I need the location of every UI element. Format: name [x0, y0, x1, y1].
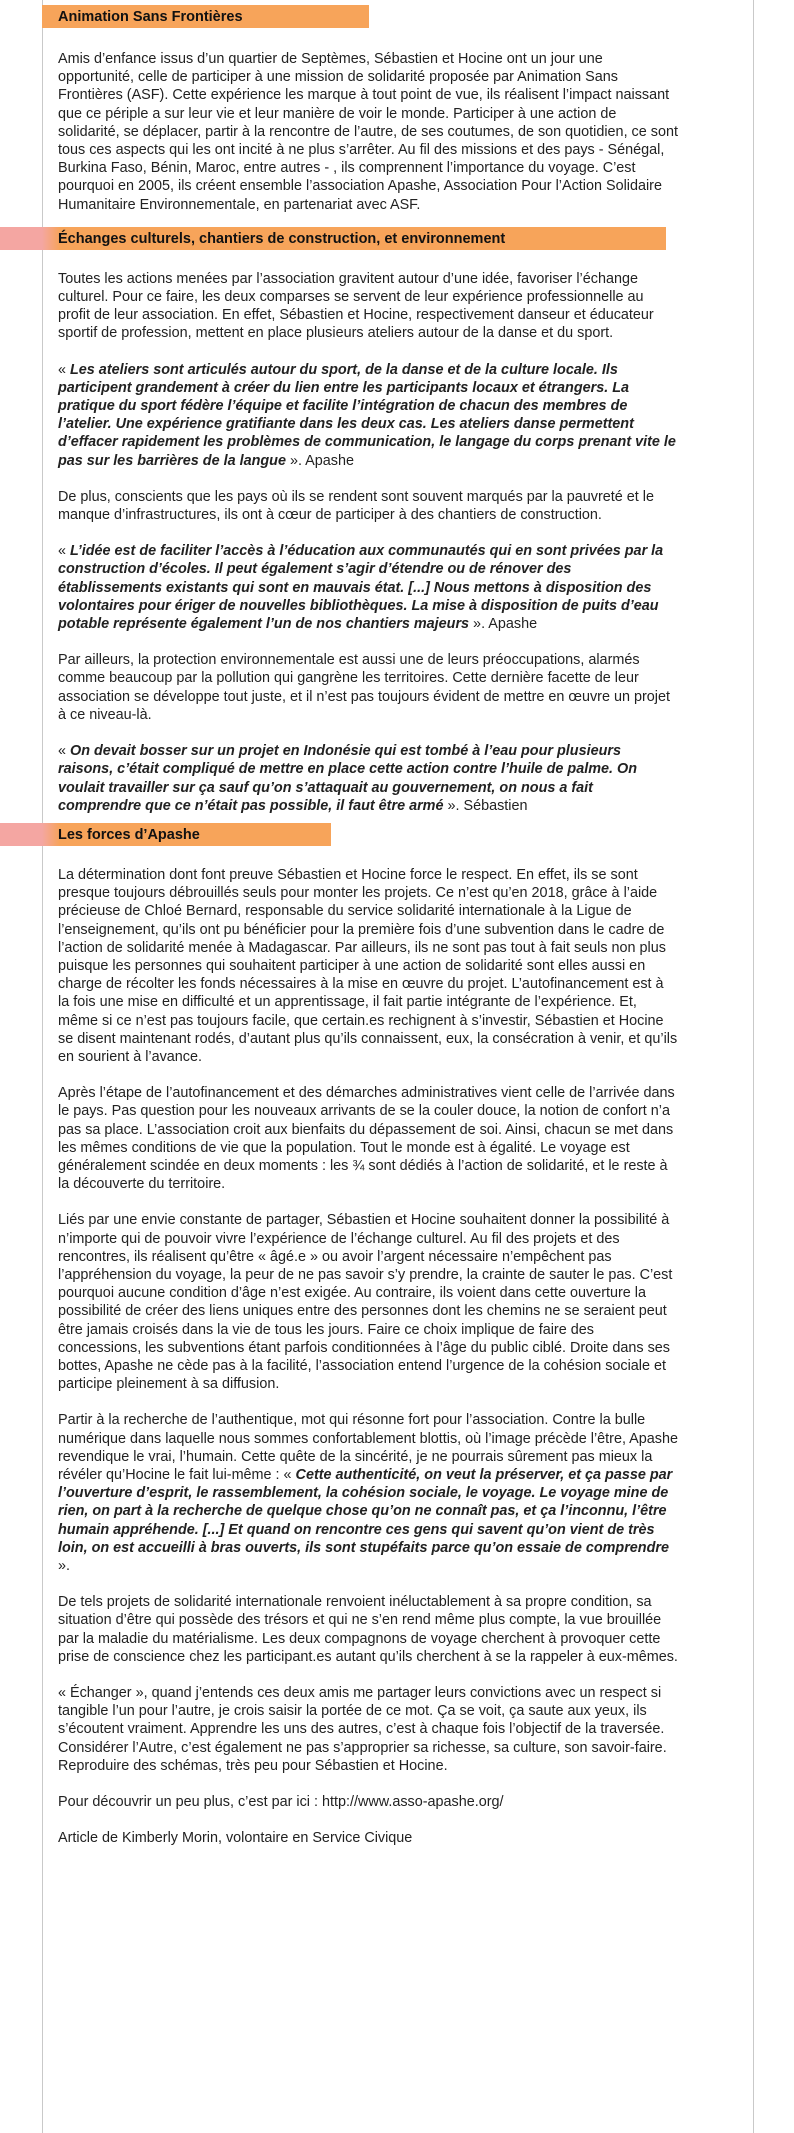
paragraph: Après l’étape de l’autofinancement et des démarches administratives vient celle de l’arrivée dans le pays. Pas question pour les nouveaux arrivants de se la couler douce, la notion de confort n’a pas sa place. L’association croit aux bienfaits du dépassement de soi. Ainsi, chacun se met dans les mêmes conditions de vie que la population. Tout le monde est à égalité. Le voyage est généralement scindée en deux moments : les ¾ sont dédiés à l’action de solidarité, et le reste à la découverte du territoire. — [58, 1085, 675, 1193]
section-heading-title: Échanges culturels, chantiers de construction, et environnement — [58, 230, 506, 247]
section-heading-title: Les forces d’Apashe — [58, 826, 200, 843]
quote-open: « — [58, 361, 71, 378]
quote-attribution: ». Apashe — [469, 616, 538, 633]
section-heading-echanges — [0, 227, 794, 250]
quote-attribution: ». Sébastien — [443, 797, 528, 814]
quote-text: On devait bosser sur un projet en Indonésie qui est tombé à l’eau pour plusieurs raisons, c’était compliqué de mettre en place cette action contre l’huile de palme. On voulait travailler sur ça sauf qu’on s’attaquait au gouvernement, on nous a fait comprendre que ce n’était pas possible, il faut être armé — [58, 743, 637, 814]
website-link-line[interactable]: Pour découvrir un peu plus, c’est par ici : http://www.asso-apashe.org/ — [58, 1794, 504, 1811]
paragraph: De tels projets de solidarité internationale renvoient inéluctablement à sa propre condition, sa situation d’être qui possède des trésors et qui ne s’en rend même plus compte, la vue brouillée par la maladie du matérialisme. Les deux compagnons de voyage cherchent à provoquer cette prise de conscience chez les participant.es autant qu’ils cherchent à se la rappeler à eux-mêmes. — [58, 1594, 678, 1665]
quote-text: L’idée est de faciliter l’accès à l’éducation aux communautés qui en sont privées par la construction d’écoles. Il peut également s’agir d’étendre ou de rénover des établissements existants qui sont en mauvais état. [...] Nous mettons à disposition des volontaires pour ériger de nouvelles bibliothèques. La mise à disposition de puits d’eau potable représente également l’un de nos chantiers majeurs — [58, 543, 664, 633]
section-heading-asf — [0, 5, 794, 28]
paragraph: Par ailleurs, la protection environnementale est aussi une de leurs préoccupations, alarmés comme beaucoup par la pollution qui gangrène les territoires. Cette dernière facette de leur association se développe tout juste, et il n’est pas toujours évident de mettre en œuvre un projet à ce niveau-là. — [58, 652, 670, 723]
section-heading-title: Animation Sans Frontières — [58, 9, 243, 25]
quote-text: Cette authenticité, on veut la préserver, et ça passe par l’ouverture d’esprit, le rassemblement, la cohésion sociale, le voyage. Le voyage mine de rien, on part à la recherche de quelque chose qu’on ne connaît pas, et ça l’inconnu, l’être humain appréhende. [...] Et quand on rencontre ces gens qui savent qu’on vient de très loin, on est accueilli à bras ouverts, ils sont stupéfaits parce qu’on essaie de comprendre — [58, 1467, 673, 1556]
quote-attribution: ». Apashe — [285, 452, 354, 469]
paragraph: La détermination dont font preuve Sébastien et Hocine force le respect. En effet, ils se sont presque toujours débrouillés seuls pour monter les projets. Ce n’est qu’en 2018, grâce à l’aide précieuse de Chloé Bernard, responsable du service solidarité internationale à la Ligue de l’enseignement, qu’ils ont pu bénéficier pour la première fois d’une subvention dans le cadre de l’action de solidarité menée à Madagascar. Par ailleurs, ils ne sont pas tout à fait seuls non plus puisque les personnes qui souhaitent participer à une action de solidarité sont elles aussi en charge de récolter les fonds nécessaires à la mise en œuvre du projet. L’autofinancement est à la fois une mise en difficulté et un apprentissage, il fait partie intégrante de l’expérience. Et, même si ce n’est pas toujours facile, que certain.es rechignent à s’investir, Sébastien et Hocine se disent maintenant rodés, d’autant plus qu’ils connaissent, eux, la consécration à venir, et qu’ils en sourient à l’avance. — [58, 866, 678, 1065]
paragraph: Liés par une envie constante de partager, Sébastien et Hocine souhaitent donner la possibilité à n’importe qui de pouvoir vivre l’expérience de l’échange culturel. Au fil des projets et des rencontres, ils réalisent qu’être « âgé.e » ou avoir l’argent nécessaire n’empêchent pas l’appréhension du voyage, la peur de ne pas savoir s’y prendre, la crainte de sauter le pas. C’est pourquoi aucune condition d’âge n’est exigée. Au contraire, ils voient dans cette ouverture la possibilité de créer des liens uniques entre des personnes dont les chemins ne se seraient peut être jamais croisés dans la vie de tous les jours. Faire ce choix implique de faire des concessions, les subventions étant parfois conditionnées à l’âge du public ciblé. Droite dans ses bottes, Apashe ne cède pas à la facilité, l’association entend l’urgence de la cohésion sociale et participe pleinement à sa diffusion. — [58, 1212, 673, 1393]
section-heading-forces — [0, 823, 794, 846]
paragraph: « Échanger », quand j’entends ces deux amis me partager leurs convictions avec un respect si tangible l’un pour l’autre, je crois saisir la portée de ce mot. Ça se voit, ça saute aux yeux, ils s’écoutent vraiment. Apprendre les uns des autres, c’est à chaque fois l’objectif de la traversée. Considérer l’Autre, c’est également ne pas s’approprier sa richesse, sa culture, son savoir-faire. Reproduire des schémas, très peu pour Sébastien et Hocine. — [58, 1685, 667, 1774]
quote-close: ». — [58, 1558, 71, 1575]
quote-lead: Partir à la recherche de l’authentique, mot qui résonne fort pour l’association. Contre la bulle numérique dans laquelle nous sommes confortablement blottis, où l’image précède l’être, Apashe revendique le vrai, l’humain. Cette quête de la sincérité, je ne pourrais sûrement pas mieux la révéler qu’Hocine le fait lui-même : « — [58, 1412, 678, 1483]
quote-paragraph — [58, 742, 678, 815]
quote-text: Les ateliers sont articulés autour du sport, de la danse et de la culture locale. Ils participent grandement à créer du lien entre les participants locaux et étrangers. La pratique du sport fédère l’équipe et facilite l’intégration de chacun des membres de l’atelier. Une expérience gratifiante dans les deux cas. Les ateliers danse permettent d’effacer rapidement les problèmes de communication, le langage du corps prenant vite le pas sur les barrières de la langue — [58, 361, 676, 469]
paragraph: Toutes les actions menées par l’association gravitent autour d’une idée, favoriser l’échange culturel. Pour ce faire, les deux comparses se servent de leur expérience professionnelle au profit de leur association. En effet, Sébastien et Hocine, respectivement danseur et éducateur sportif de profession, mettent en place plusieurs ateliers autour de la danse et du sport. — [58, 270, 654, 342]
quote-open: « — [58, 543, 71, 560]
article-credit: Article de Kimberly Morin, volontaire en Service Civique — [58, 1830, 413, 1847]
quote-paragraph — [58, 542, 678, 633]
paragraph: De plus, conscients que les pays où ils se rendent sont souvent marqués par la pauvreté et le manque d’infrastructures, ils ont à cœur de participer à des chantiers de construction. — [58, 488, 654, 524]
quote-paragraph — [58, 1411, 678, 1575]
paragraph: Amis d’enfance issus d’un quartier de Septèmes, Sébastien et Hocine ont un jour une opportunité, celle de participer à une mission de solidarité proposée par Animation Sans Frontières (ASF). Cette expérience les marque à tout point de vue, ils réalisent l’impact naissant que ce périple a sur leur vie et leur manière de voir le monde. Participer à une action de solidarité, se déplacer, partir à la rencontre de l’autre, de ses coutumes, de son quotidien, ce sont tous ces aspects qui les ont incité à ne plus s’arrêter. Au fil des missions et des pays - Sénégal, Burkina Faso, Bénin, Maroc, entre autres - , ils comprennent l’importance du voyage. C’est pourquoi en 2005, ils créent ensemble l’association Apashe, Association Pour l’Action Solidaire Humanitaire Environnementale, en partenariat avec ASF. — [58, 51, 678, 213]
quote-paragraph — [58, 361, 678, 470]
quote-open: « — [58, 743, 71, 760]
